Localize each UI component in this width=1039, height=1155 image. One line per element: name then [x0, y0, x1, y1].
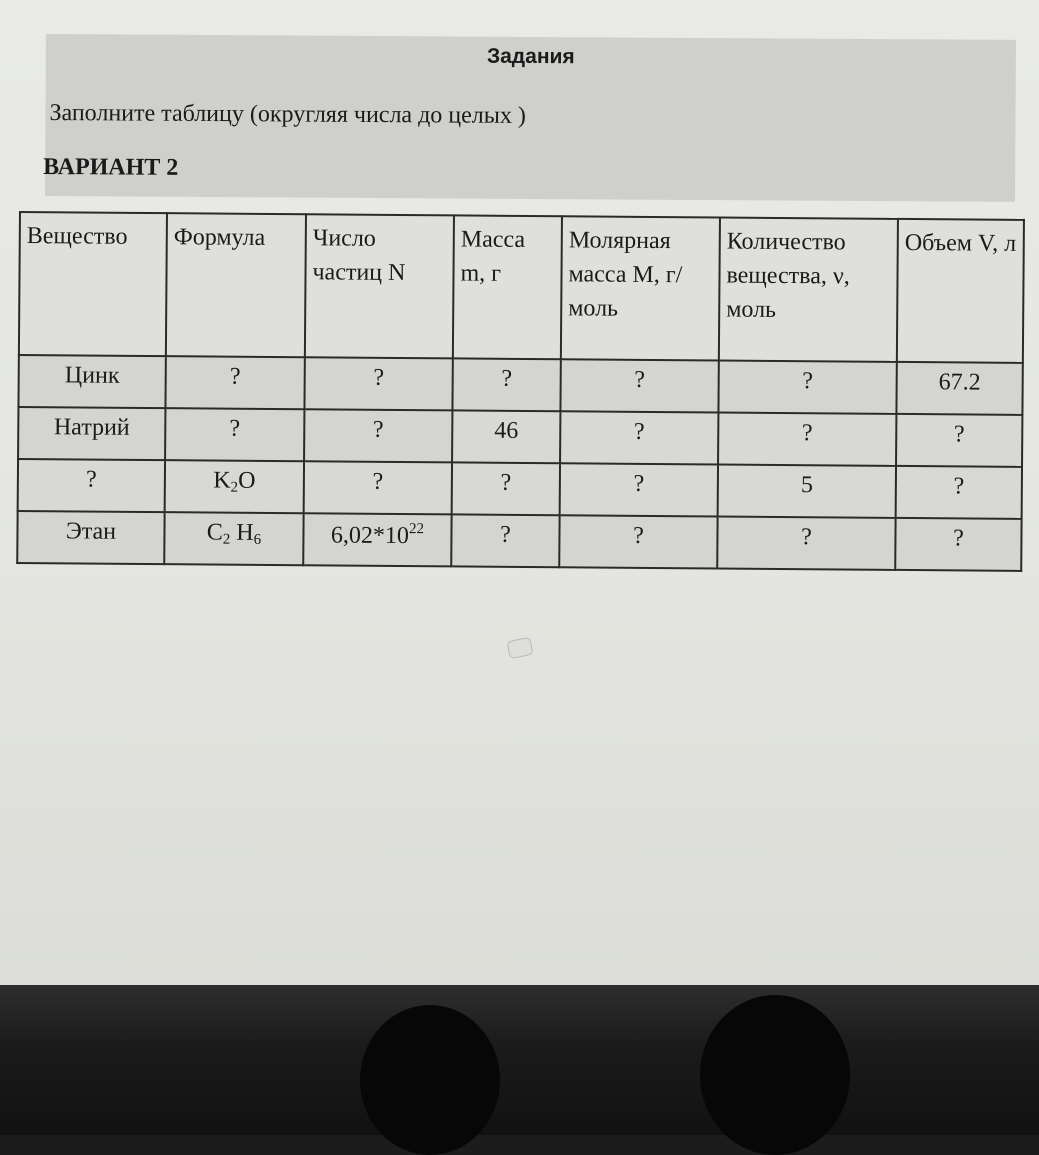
cell-mass: ?	[451, 514, 559, 567]
table-row	[18, 355, 1022, 415]
column-header-formula: Формула	[166, 213, 306, 357]
cell-particles: ?	[304, 461, 452, 514]
cell-volume: 67.2	[896, 362, 1022, 415]
formula-subscript: 2	[230, 479, 239, 496]
cell-formula	[165, 460, 304, 513]
variant-label: ВАРИАНТ 2	[43, 153, 179, 181]
cell-volume: ?	[895, 518, 1021, 571]
table-row	[18, 459, 1022, 519]
particles-base: 6,02*10	[330, 522, 410, 550]
table-row	[18, 407, 1022, 467]
formula-element: H	[230, 519, 254, 546]
cell-mass: 46	[452, 410, 560, 463]
cell-particles: ?	[304, 357, 452, 410]
cell-amount: ?	[718, 361, 896, 414]
cell-molar-mass: ?	[560, 411, 718, 464]
cell-substance: ?	[18, 459, 165, 512]
column-header-volume: Объем V, л	[897, 219, 1024, 363]
cell-amount: ?	[717, 516, 895, 569]
formula-element: C	[206, 519, 223, 546]
cell-substance: Натрий	[18, 407, 165, 460]
task-instruction: Заполните таблицу (округляя числа до целых )	[49, 100, 527, 129]
cell-molar-mass: ?	[560, 463, 718, 516]
cell-molar-mass: ?	[560, 359, 718, 412]
cell-amount: 5	[718, 464, 896, 517]
table-row	[17, 511, 1021, 571]
task-header	[45, 34, 1016, 202]
cell-volume: ?	[896, 466, 1022, 519]
formula-element: K	[213, 467, 231, 494]
shadow-right	[700, 995, 850, 1155]
cell-particles	[303, 513, 451, 566]
page-title: Задания	[486, 44, 575, 69]
formula-element: O	[238, 467, 256, 494]
particles-exponent: 22	[408, 521, 425, 538]
cell-substance: Этан	[17, 511, 164, 564]
cell-volume: ?	[896, 414, 1022, 467]
cell-formula: ?	[165, 356, 304, 409]
cell-mass: ?	[452, 462, 560, 515]
table-body	[17, 355, 1023, 571]
cell-amount: ?	[718, 412, 896, 465]
cell-formula	[164, 512, 303, 565]
cell-molar-mass: ?	[559, 515, 717, 568]
shadow-left	[360, 1005, 500, 1155]
cell-formula: ?	[165, 408, 304, 461]
column-header-particles: Число частиц N	[305, 214, 454, 358]
cell-mass: ?	[452, 358, 560, 411]
column-header-molar-mass: Молярная масса M, г/моль	[561, 216, 720, 360]
substances-table	[16, 211, 1025, 572]
paper-mark	[506, 637, 533, 660]
column-header-amount: Количество вещества, ν, моль	[719, 218, 898, 362]
formula-subscript: 6	[253, 531, 262, 548]
cell-particles: ?	[304, 409, 452, 462]
table-header-row	[19, 212, 1024, 363]
dark-background	[0, 985, 1039, 1135]
cell-substance: Цинк	[18, 355, 165, 408]
column-header-substance: Вещество	[19, 212, 167, 356]
column-header-mass: Масса m, г	[453, 215, 562, 359]
formula-subscript: 2	[222, 531, 231, 548]
